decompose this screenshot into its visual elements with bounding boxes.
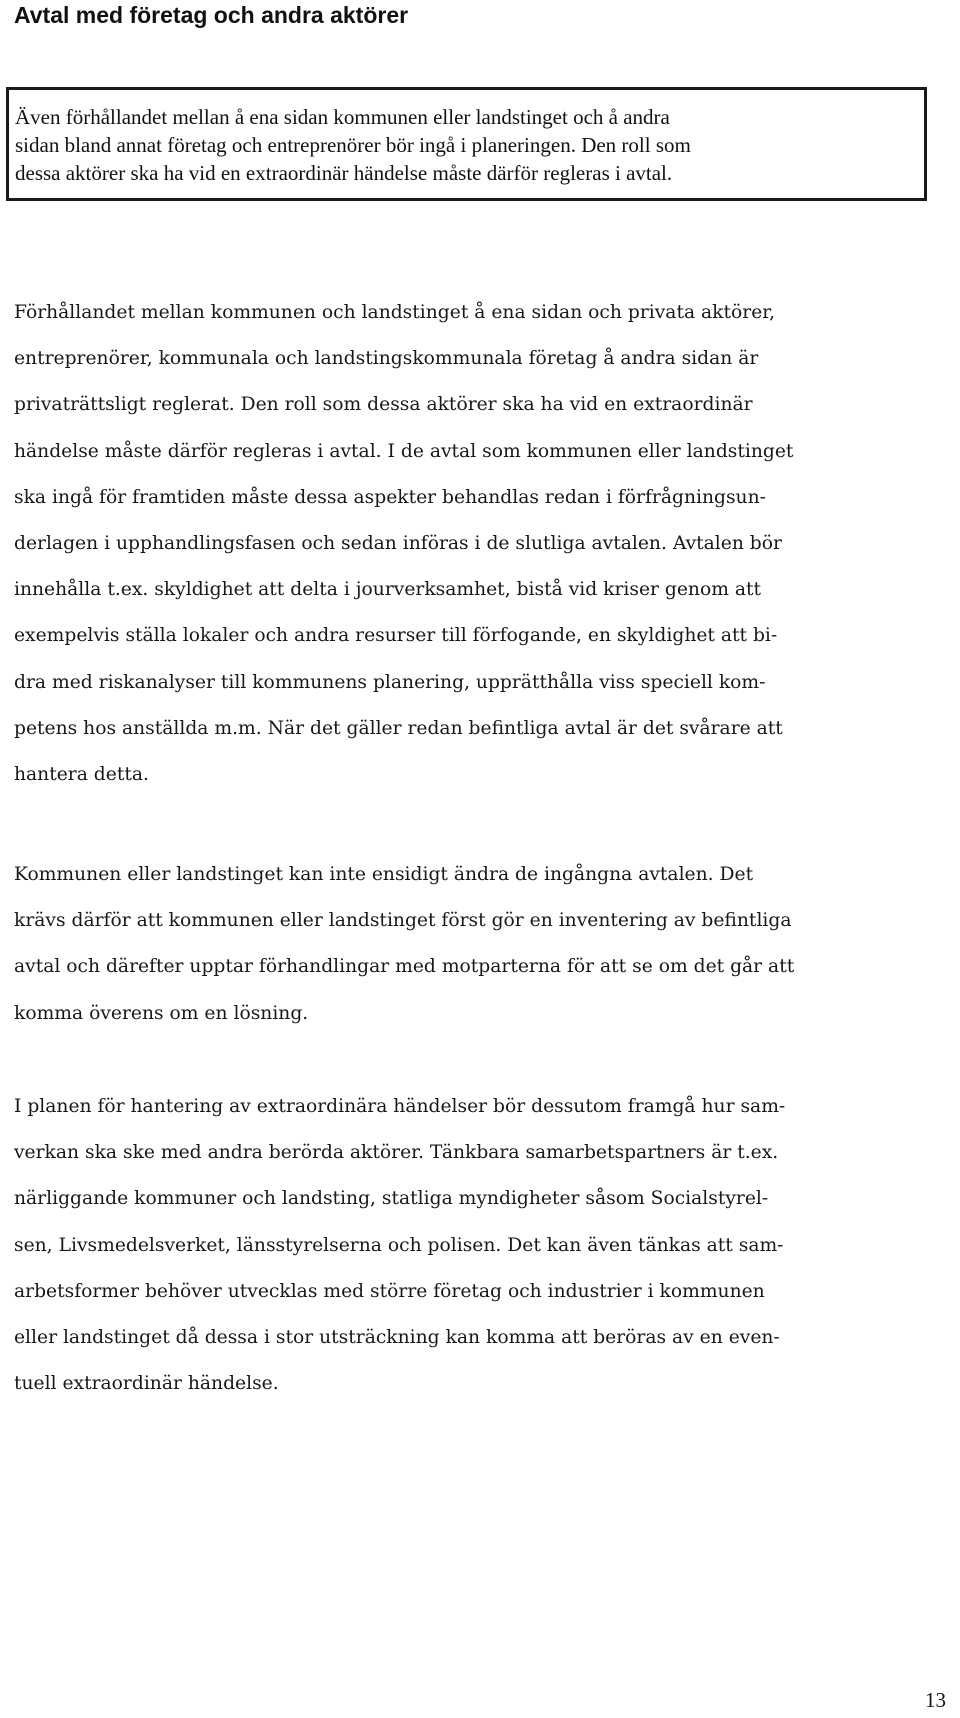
paragraph-line: sen, Livsmedelsverket, länsstyrelserna och polisen. Det kan även tänkas att sam-	[14, 1234, 784, 1256]
paragraph-line: arbetsformer behöver utvecklas med större företag och industrier i kommunen	[14, 1280, 765, 1302]
paragraph-line: eller landstinget då dessa i stor utsträckning kan komma att beröras av en even-	[14, 1327, 780, 1349]
paragraph-line: petens hos anställda m.m. När det gäller redan befintliga avtal är det svårare att	[14, 717, 783, 739]
paragraph-line: I planen för hantering av extraordinära händelser bör dessutom framgå hur sam-	[14, 1096, 786, 1117]
paragraph-line: avtal och därefter upptar förhandlingar med motparterna för att se om det går att	[14, 956, 795, 978]
callout-line: Även förhållandet mellan å ena sidan kommunen eller landstinget och å andra	[15, 105, 670, 129]
paragraph-line: innehålla t.ex. skyldighet att delta i jourverksamhet, bistå vid kriser genom att	[14, 579, 762, 601]
callout-line: dessa aktörer ska ha vid en extraordinär händelse måste därför regleras i avtal.	[15, 161, 673, 185]
paragraph-line: privaträttsligt reglerat. Den roll som dessa aktörer ska ha vid en extraordinär	[14, 394, 753, 416]
paragraph-line: tuell extraordinär händelse.	[14, 1373, 279, 1395]
paragraph-line: krävs därför att kommunen eller landstinget först gör en inventering av befintliga	[14, 910, 792, 932]
section-heading: Avtal med företag och andra aktörer	[14, 2, 409, 28]
paragraph-cooperation-partners	[14, 1084, 785, 1407]
summary-callout-box	[6, 87, 927, 201]
paragraph-line: entreprenörer, kommunala och landstingskommunala företag å andra sidan är	[14, 348, 759, 370]
paragraph-line: Kommunen eller landstinget kan inte ensidigt ändra de ingångna avtalen. Det	[14, 864, 754, 885]
paragraph-line: exempelvis ställa lokaler och andra resurser till förfogande, en skyldighet att bi-	[14, 625, 778, 647]
paragraph-line: verkan ska ske med andra berörda aktörer. Tänkbara samarbetspartners är t.ex.	[14, 1142, 779, 1164]
callout-line: sidan bland annat företag och entreprenörer bör ingå i planeringen. Den roll som	[15, 133, 691, 157]
page-number: 13	[925, 1688, 946, 1712]
paragraph-line: dra med riskanalyser till kommunens planering, upprätthålla viss speciell kom-	[14, 671, 766, 693]
paragraph-line: hantera detta.	[14, 764, 149, 786]
paragraph-private-law-agreements	[14, 290, 793, 798]
paragraph-line: derlagen i upphandlingsfasen och sedan införas i de slutliga avtalen. Avtalen bör	[14, 533, 782, 555]
paragraph-line: närliggande kommuner och landsting, statliga myndigheter såsom Socialstyrel-	[14, 1188, 769, 1210]
paragraph-existing-agreements	[14, 852, 794, 1037]
paragraph-line: ska ingå för framtiden måste dessa aspekter behandlas redan i förfrågningsun-	[14, 486, 766, 508]
paragraph-line: komma överens om en lösning.	[14, 1002, 309, 1024]
paragraph-line: Förhållandet mellan kommunen och landstinget å ena sidan och privata aktörer,	[14, 302, 776, 323]
paragraph-line: händelse måste därför regleras i avtal. I de avtal som kommunen eller landstinget	[14, 440, 794, 462]
